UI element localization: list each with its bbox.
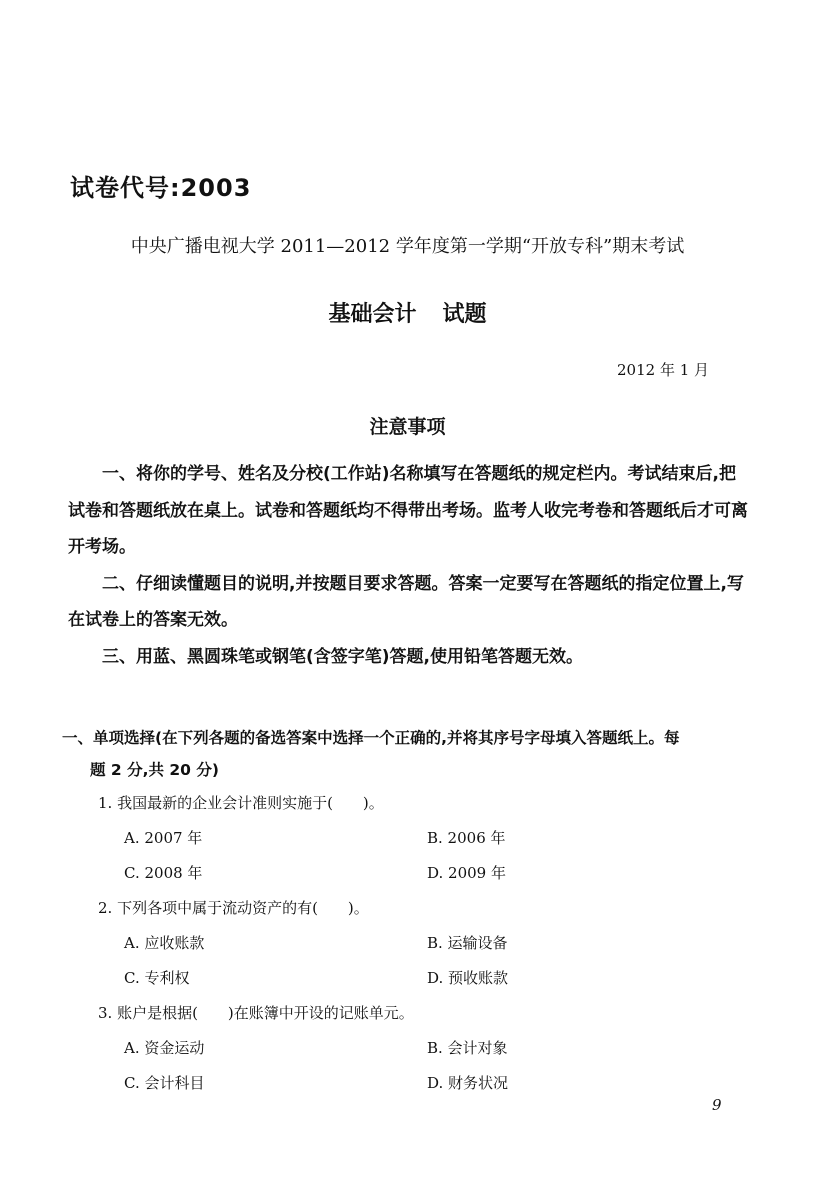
question-3: 3. 账户是根据( )在账簿中开设的记账单元。	[98, 1004, 414, 1022]
note-item: 一、将你的学号、姓名及分校(工作站)名称填写在答题纸的规定栏内。考试结束后,把试卷和答题纸放在桌上。试卷和答题纸均不得带出考场。监考人收完考卷和答题纸后才可离开考场。	[68, 464, 748, 557]
exam-date: 2012 年 1 月	[617, 361, 710, 379]
option-3d: D. 财务状况	[427, 1074, 509, 1092]
subject-name: 基础会计	[328, 302, 417, 327]
option-2c: C. 专利权	[124, 969, 190, 987]
subject-suffix: 试题	[442, 302, 487, 327]
paper-code: 试卷代号:2003	[70, 174, 252, 202]
question-1: 1. 我国最新的企业会计准则实施于( )。	[98, 794, 384, 812]
subject-title	[0, 297, 815, 328]
option-2d: D. 预收账款	[427, 969, 509, 987]
notes-title: 注意事项	[369, 416, 446, 438]
option-2a: A. 应收账款	[124, 934, 205, 952]
section-title-line: 一、单项选择(在下列各题的备选答案中选择一个正确的,并将其序号字母填入答题纸上。每	[62, 729, 680, 747]
question-2: 2. 下列各项中属于流动资产的有( )。	[98, 899, 369, 917]
option-2b: B. 运输设备	[427, 934, 508, 952]
exam-title: 中央广播电视大学 2011—2012 学年度第一学期“开放专科”期末考试	[130, 236, 685, 257]
option-1a: A. 2007 年	[124, 829, 203, 847]
option-3c: C. 会计科目	[124, 1074, 205, 1092]
option-3b: B. 会计对象	[427, 1039, 508, 1057]
note-item: 三、用蓝、黑圆珠笔或钢笔(含签字笔)答题,使用铅笔答题无效。	[102, 646, 583, 667]
page-number: 9	[712, 1096, 722, 1114]
option-1d: D. 2009 年	[427, 864, 506, 882]
notes-list	[68, 456, 748, 675]
section-title	[62, 722, 752, 786]
section-title-line: 题 2 分,共 20 分)	[90, 761, 219, 779]
option-1c: C. 2008 年	[124, 864, 203, 882]
option-1b: B. 2006 年	[427, 829, 506, 847]
option-3a: A. 资金运动	[124, 1039, 205, 1057]
note-item: 二、仔细读懂题目的说明,并按题目要求答题。答案一定要写在答题纸的指定位置上,写在试卷上的答案无效。	[68, 573, 744, 630]
